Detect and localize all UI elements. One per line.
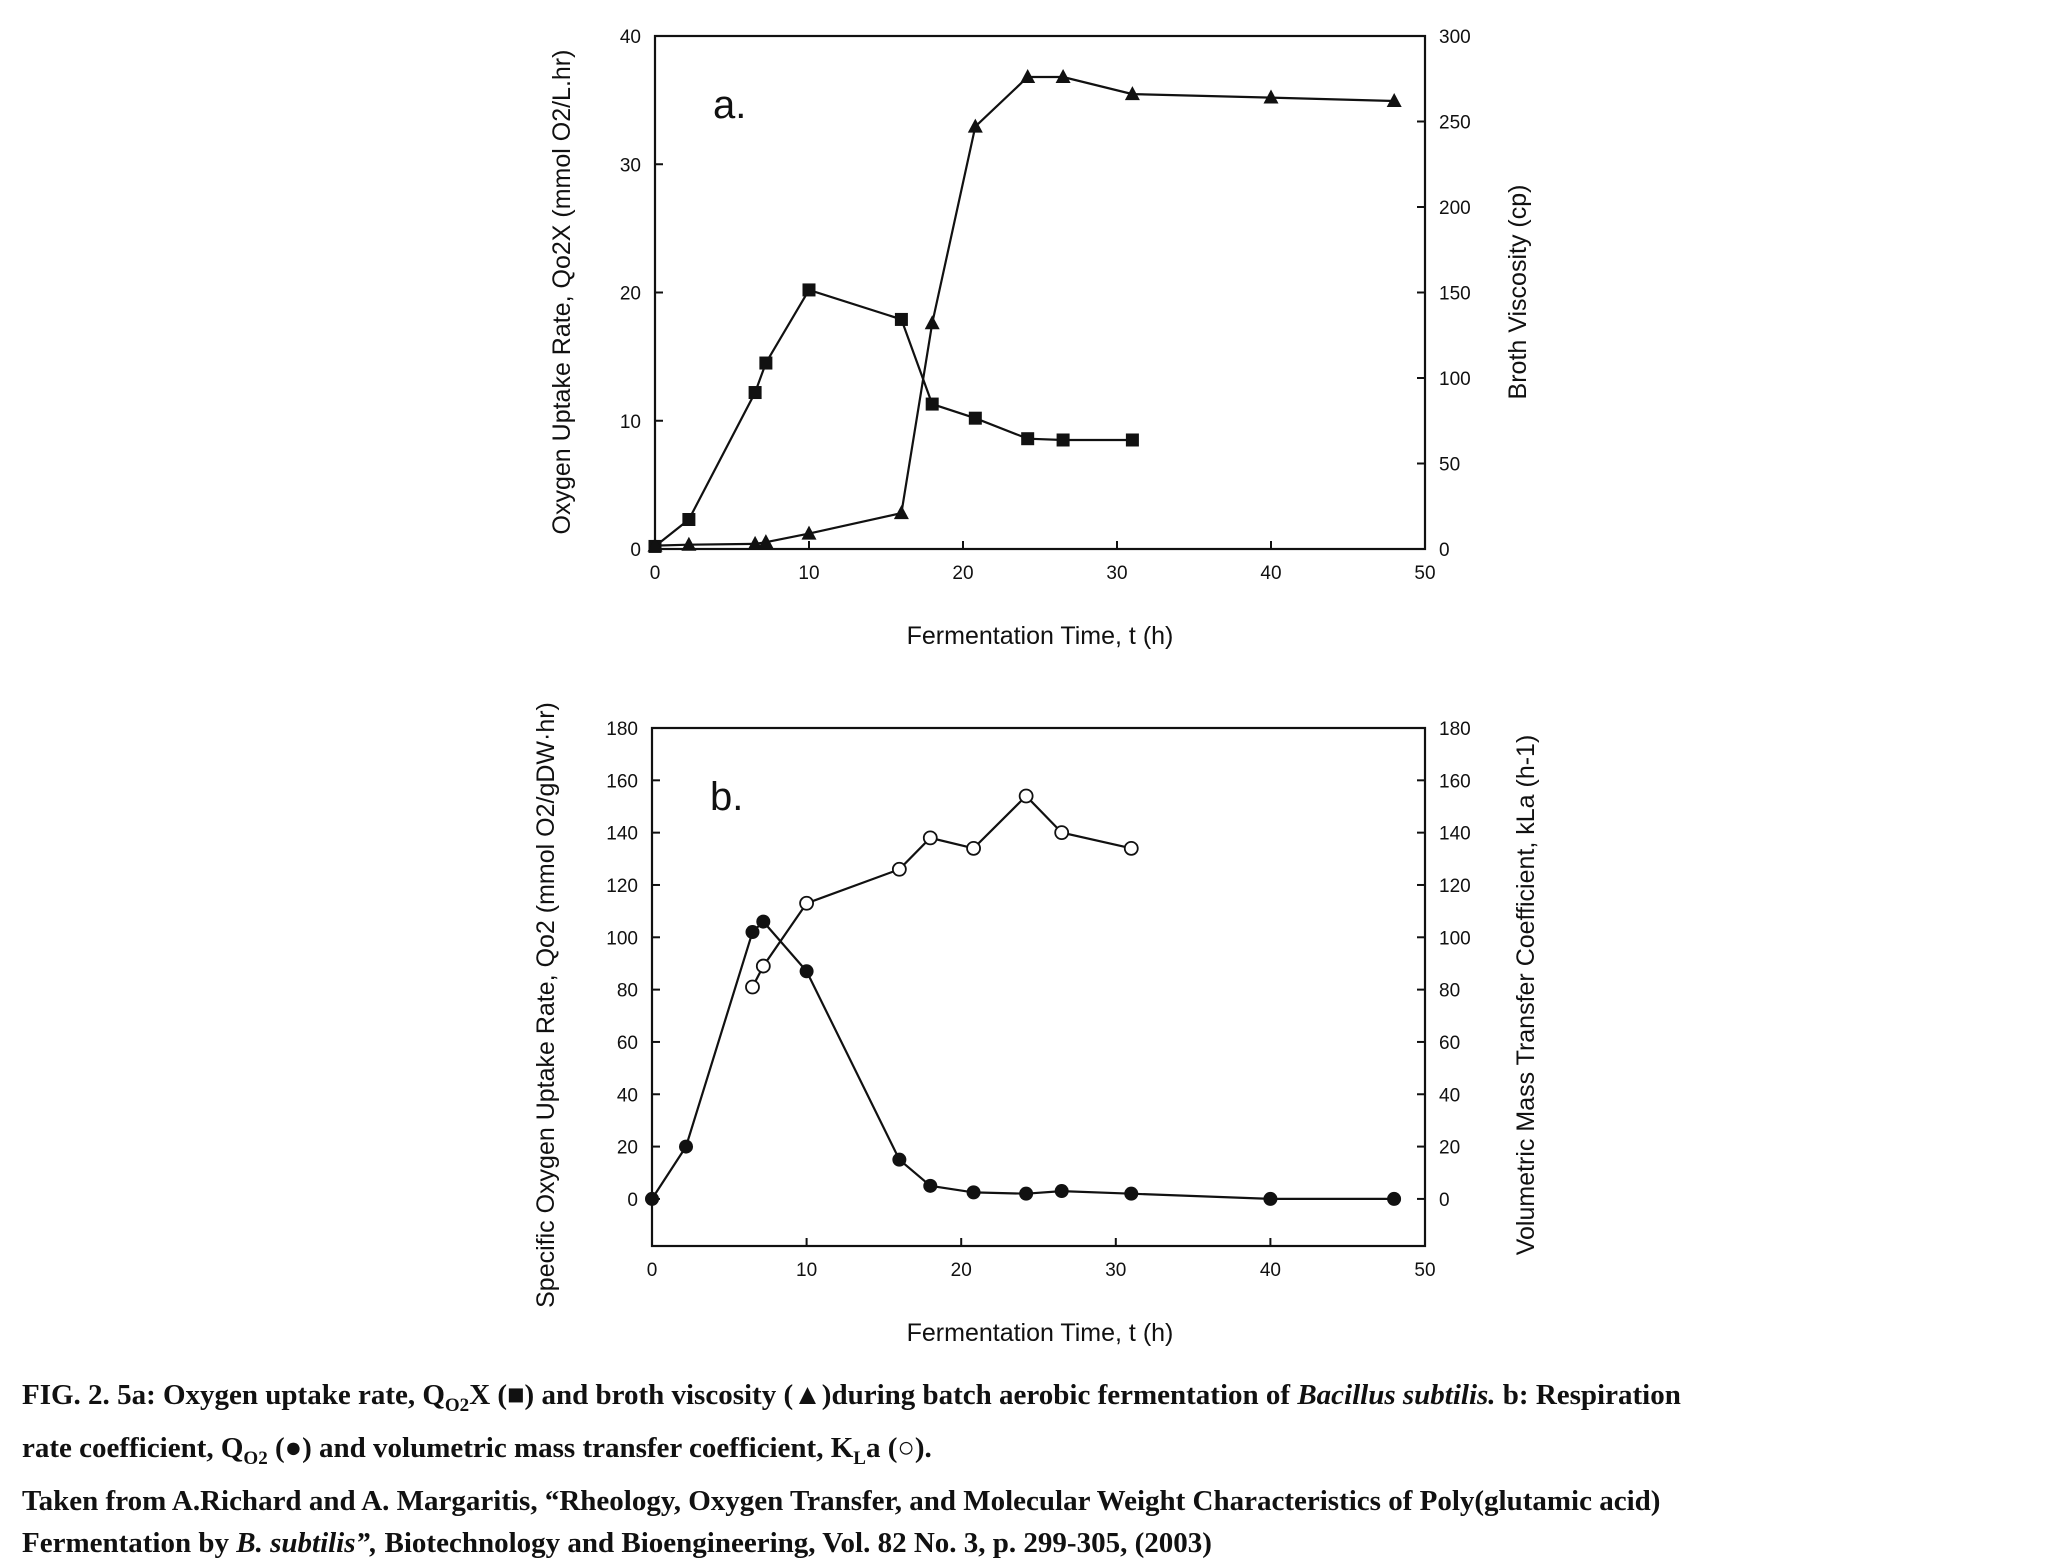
panel-b	[532, 702, 1540, 1347]
caption-subscript-l: L	[853, 1447, 866, 1469]
panel-a-series-2-point	[925, 315, 940, 329]
panel-b-right-y-tick-label: 40	[1439, 1085, 1461, 1107]
panel-b-series-1-point	[1055, 1184, 1069, 1198]
panel-b-x-axis-label: Fermentation Time, t (h)	[906, 1319, 1174, 1347]
panel-b-series-2-line	[753, 796, 1132, 987]
caption-species: Bacillus subtilis.	[1297, 1379, 1496, 1411]
panel-b-series-2-point	[800, 897, 813, 910]
panel-b-left-y-tick-label: 60	[616, 1032, 638, 1054]
panel-b-series-1-point	[745, 925, 759, 939]
panel-b-left-y-axis-label: Specific Oxygen Uptake Rate, Qo2 (mmol O2/gDW·hr)	[532, 702, 560, 1308]
panel-a-x-tick-label: 10	[798, 563, 820, 584]
panel-b-series-1-point	[679, 1140, 693, 1154]
caption-line-2-start: rate coefficient, Q	[22, 1431, 244, 1464]
panel-a-right-y-tick-label: 300	[1439, 27, 1471, 48]
caption-subscript-o2-b: O2	[243, 1447, 268, 1469]
panel-b-plot-frame	[652, 728, 1425, 1246]
caption-part-b: b: Respiration	[1495, 1379, 1681, 1411]
panel-b-x-tick-label: 50	[1414, 1260, 1436, 1281]
panel-a-series-1-point	[749, 386, 762, 399]
panel-b-series-2-point	[1020, 790, 1033, 803]
panel-a-label: a.	[713, 83, 747, 127]
panel-b-series-1-point	[1387, 1192, 1401, 1206]
panel-a-right-y-tick-label: 50	[1439, 454, 1461, 476]
panel-a-x-tick-label: 50	[1414, 563, 1436, 584]
panel-a	[548, 27, 1532, 650]
panel-b-series-1-point	[967, 1185, 981, 1199]
panel-a-series-2-point	[894, 505, 909, 519]
panel-b-right-y-tick-label: 140	[1439, 823, 1471, 845]
panel-b-left-y-tick-label: 140	[606, 823, 638, 845]
panel-b-right-y-tick-label: 80	[1439, 980, 1461, 1002]
panel-b-series-1-point	[645, 1192, 659, 1206]
panel-a-left-y-tick-label: 30	[619, 155, 641, 177]
panel-b-series-1-point	[923, 1179, 937, 1193]
caption-line-4	[22, 1522, 2032, 1564]
panel-a-x-tick-label: 40	[1260, 563, 1282, 584]
panel-b-right-y-tick-label: 120	[1439, 875, 1471, 897]
panel-a-left-y-tick-label: 40	[619, 27, 641, 48]
panel-a-series-1-point	[969, 412, 982, 425]
panel-a-x-tick-label: 30	[1106, 563, 1128, 584]
panel-b-left-y-tick-label: 40	[616, 1085, 638, 1107]
panel-b-right-y-tick-label: 180	[1439, 719, 1471, 740]
figure-caption	[22, 1374, 2032, 1564]
caption-part-a: 5a: Oxygen uptake rate, Q	[117, 1379, 445, 1411]
panel-b-series-1-point	[1019, 1187, 1033, 1201]
panel-b-series-1-point	[800, 964, 814, 978]
panel-b-right-y-axis-label: Volumetric Mass Transfer Coefficient, kLa (h-1)	[1512, 734, 1540, 1256]
panel-a-series-2-line	[655, 77, 1394, 546]
panel-b-left-y-tick-label: 0	[627, 1189, 638, 1211]
panel-b-label: b.	[710, 775, 744, 819]
panel-b-series-1-point	[756, 915, 770, 929]
panel-b-left-y-tick-label: 100	[606, 928, 638, 950]
panel-b-right-y-tick-label: 0	[1439, 1189, 1450, 1211]
caption-fig-number: FIG. 2.	[22, 1379, 110, 1411]
panel-a-right-y-axis-label: Broth Viscosity (cp)	[1504, 184, 1532, 400]
caption-b-subtilis: B. subtilis”,	[236, 1526, 378, 1559]
caption-line-1	[22, 1374, 2032, 1427]
panel-a-series	[648, 69, 1402, 553]
panel-a-series-1-point	[1057, 433, 1070, 446]
panel-b-series-2-point	[893, 863, 906, 876]
panel-b-left-y-tick-label: 160	[606, 771, 638, 793]
panel-a-series-1-point	[895, 313, 908, 326]
panel-b-x-tick-label: 30	[1105, 1260, 1127, 1281]
panel-a-series-1-point	[682, 513, 695, 526]
panel-a-x-axis-label: Fermentation Time, t (h)	[906, 622, 1174, 650]
panel-a-right-y-tick-label: 200	[1439, 198, 1471, 219]
panel-b-left-y-tick-label: 120	[606, 875, 638, 897]
panel-b-series-2-point	[1055, 826, 1068, 839]
panel-a-right-y-tick-label: 0	[1439, 540, 1450, 561]
panel-b-series-1-point	[1263, 1192, 1277, 1206]
panel-b-right-y-tick-label: 60	[1439, 1032, 1461, 1054]
panel-b-right-y-tick-label: 100	[1439, 928, 1471, 950]
panel-b-x-axis	[647, 1238, 1436, 1281]
panel-b-x-tick-label: 10	[796, 1260, 818, 1281]
caption-line-2-end: a (○).	[865, 1431, 932, 1464]
panel-a-series-1-point	[926, 398, 939, 411]
panel-a-right-y-tick-label: 250	[1439, 112, 1471, 134]
panel-a-series-1-line	[655, 290, 1132, 547]
panel-b-series-2-point	[757, 960, 770, 973]
panel-b-left-y-tick-label: 180	[606, 719, 638, 740]
caption-line-3: Taken from A.Richard and A. Margaritis, “Rheology, Oxygen Transfer, and Molecular Weight Characteristics of Poly(glutamic acid)	[22, 1484, 1661, 1517]
panel-a-right-y-tick-label: 100	[1439, 369, 1471, 390]
panel-a-x-tick-label: 20	[952, 563, 974, 584]
panel-b-series-2-point	[924, 831, 937, 844]
panel-b-left-y-tick-label: 20	[616, 1137, 638, 1159]
panel-b-x-tick-label: 20	[950, 1260, 972, 1281]
panel-a-left-y-axis-label: Oxygen Uptake Rate, Qo2X (mmol O2/L.hr)	[548, 49, 576, 535]
panel-a-left-y-tick-label: 20	[619, 283, 641, 305]
panel-b-series-2-point	[746, 981, 759, 994]
panel-b-series	[645, 790, 1401, 1206]
panel-a-x-tick-label: 0	[649, 563, 661, 584]
panel-a-left-y-tick-label: 10	[619, 411, 641, 433]
caption-part-a-rest: X (■) and broth viscosity (▲)during batch aerobic fermentation of	[469, 1379, 1298, 1411]
caption-line-2-mid: (●) and volumetric mass transfer coefficient, K	[267, 1431, 854, 1464]
caption-line-4-start: Fermentation by	[22, 1526, 237, 1559]
panel-b-x-tick-label: 40	[1259, 1260, 1281, 1281]
panel-a-right-y-tick-label: 150	[1439, 283, 1471, 305]
panel-a-plot-frame	[655, 36, 1425, 549]
panel-b-series-2-point	[1125, 842, 1138, 855]
panel-b-series-2-point	[967, 842, 980, 855]
panel-a-left-y-axis	[620, 27, 663, 561]
panel-b-right-y-tick-label: 20	[1439, 1137, 1461, 1159]
panel-a-left-y-tick-label: 0	[630, 540, 641, 561]
caption-subscript-o2: O2	[444, 1394, 470, 1416]
caption-line-2	[22, 1427, 2032, 1480]
panel-a-series-1-point	[759, 357, 772, 370]
panel-b-series-1-point	[892, 1153, 906, 1167]
panel-a-series-1-point	[1126, 433, 1139, 446]
panel-a-series-1-point	[803, 283, 816, 296]
panel-b-series-1-point	[1124, 1187, 1138, 1201]
panel-b-right-y-tick-label: 160	[1439, 771, 1471, 793]
panel-a-series-1-point	[1021, 432, 1034, 445]
panel-b-x-tick-label: 0	[646, 1260, 658, 1281]
panel-b-left-y-tick-label: 80	[616, 980, 638, 1002]
caption-line-4-end: Biotechnology and Bioengineering, Vol. 82 No. 3, p. 299-305, (2003)	[377, 1526, 1212, 1559]
